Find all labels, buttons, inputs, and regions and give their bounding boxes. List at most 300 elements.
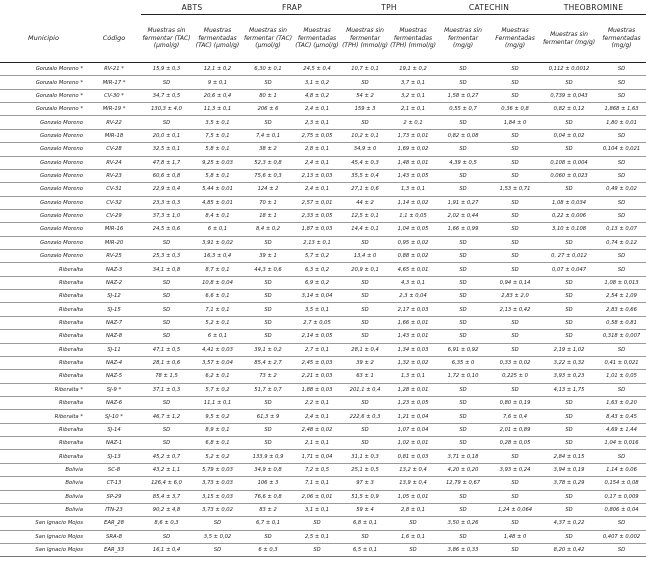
cell-catechin-unfermented: SD <box>437 290 489 303</box>
cell-tph-fermented: 0,95 ± 0,02 <box>389 236 437 249</box>
table-row <box>0 410 646 423</box>
cell-theobromine-unfermented: 2,19 ± 1,02 <box>541 343 597 356</box>
cell-catechin-unfermented: SD <box>437 63 489 76</box>
cell-frap-fermented: 2,75 ± 0,05 <box>293 129 341 142</box>
column-header-tph-unfermented: Muestras sin fermentar (TPH) (mmol/g) <box>341 15 389 63</box>
group-header-tph: TPH <box>341 0 437 15</box>
cell-theobromine-unfermented: SD <box>541 423 597 436</box>
cell-tph-fermented: 1,69 ± 0,02 <box>389 143 437 156</box>
cell-tph-unfermented: 39 ± 2 <box>341 356 389 369</box>
cell-theobromine-unfermented: SD <box>541 76 597 89</box>
cell-abts-unfermented: SD <box>141 116 192 129</box>
cell-theobromine-unfermented: SD <box>541 437 597 450</box>
cell-tph-fermented: 1,04 ± 0,05 <box>389 223 437 236</box>
cell-frap-unfermented: 51,7 ± 0,7 <box>243 383 293 396</box>
cell-frap-fermented: 6,3 ± 0,2 <box>293 263 341 276</box>
cell-tph-unfermented: SD <box>341 303 389 316</box>
cell-catechin-unfermented: SD <box>437 316 489 329</box>
cell-tph-fermented: SD <box>389 543 437 556</box>
cell-abts-unfermented: 130,3 ± 4,0 <box>141 103 192 116</box>
cell-theobromine-unfermented: 0, 27 ± 0,012 <box>541 250 597 263</box>
cell-tph-unfermented: SD <box>341 437 389 450</box>
cell-municipio: Riberalta <box>0 423 87 436</box>
cell-catechin-unfermented: SD <box>437 330 489 343</box>
cell-abts-fermented: SD <box>192 517 243 530</box>
table-row <box>0 330 646 343</box>
cell-abts-unfermented: SD <box>141 276 192 289</box>
cell-catechin-fermented: SD <box>489 263 541 276</box>
cell-abts-fermented: 5,44 ± 0,01 <box>192 183 243 196</box>
cell-frap-fermented: SD <box>293 543 341 556</box>
cell-codigo: ITN-23 <box>87 503 141 516</box>
cell-theobromine-unfermented: SD <box>541 183 597 196</box>
cell-abts-fermented: 11,1 ± 0,1 <box>192 396 243 409</box>
cell-frap-fermented: 7,2 ± 0,5 <box>293 463 341 476</box>
cell-abts-unfermented: SD <box>141 316 192 329</box>
cell-catechin-fermented: SD <box>489 543 541 556</box>
cell-theobromine-unfermented: SD <box>541 396 597 409</box>
cell-tph-fermented: SD <box>389 517 437 530</box>
cell-tph-fermented: 1,66 ± 0,01 <box>389 316 437 329</box>
cell-tph-fermented: 1,34 ± 0,03 <box>389 343 437 356</box>
cell-abts-unfermented: 24,5 ± 0,6 <box>141 223 192 236</box>
cell-codigo: CV-29 <box>87 209 141 222</box>
cell-frap-unfermented: SD <box>243 276 293 289</box>
table-row <box>0 156 646 169</box>
cell-codigo: SJ-10 * <box>87 410 141 423</box>
cell-frap-fermented: 2,5 ± 0,1 <box>293 530 341 543</box>
table-row <box>0 543 646 556</box>
cell-abts-unfermented: 25,3 ± 0,3 <box>141 250 192 263</box>
cell-frap-unfermented: 34,9 ± 0,8 <box>243 463 293 476</box>
table-row <box>0 437 646 450</box>
cell-catechin-unfermented: 6,91 ± 0,92 <box>437 343 489 356</box>
cell-codigo: SJ-9 * <box>87 383 141 396</box>
cell-catechin-unfermented: SD <box>437 303 489 316</box>
cell-municipio: Riberalta <box>0 290 87 303</box>
column-header-frap-unfermented: Muestras sin fermentar (TAC) (µmol/g) <box>243 15 293 63</box>
cell-abts-unfermented: 22,9 ± 0,4 <box>141 183 192 196</box>
cell-frap-unfermented: 6,30 ± 0,1 <box>243 63 293 76</box>
cell-theobromine-fermented: 1,63 ± 0,20 <box>597 396 646 409</box>
cell-abts-unfermented: 126,4 ± 6,0 <box>141 477 192 490</box>
column-header-municipio: Municipio <box>0 15 87 63</box>
cell-catechin-unfermented: SD <box>437 263 489 276</box>
column-header-abts-unfermented: Muestras sin fermentar (TAC) (µmol/g) <box>141 15 192 63</box>
cell-abts-unfermented: 60,6 ± 0,8 <box>141 169 192 182</box>
cell-tph-fermented: 2,8 ± 0,1 <box>389 503 437 516</box>
cell-abts-unfermented: 37,1 ± 0,3 <box>141 383 192 396</box>
cell-codigo: CV-30 * <box>87 89 141 102</box>
cell-codigo: SJ-11 <box>87 343 141 356</box>
cell-codigo: NAZ-4 <box>87 356 141 369</box>
table-row <box>0 477 646 490</box>
cell-theobromine-unfermented: 8,20 ± 0,42 <box>541 543 597 556</box>
table-row <box>0 143 646 156</box>
cell-tph-unfermented: SD <box>341 116 389 129</box>
cell-tph-unfermented: 54 ± 2 <box>341 89 389 102</box>
cell-tph-fermented: 1,6 ± 0,1 <box>389 530 437 543</box>
cell-abts-fermented: 9,5 ± 0,2 <box>192 410 243 423</box>
cell-frap-fermented: 2,13 ± 0,03 <box>293 169 341 182</box>
cell-tph-fermented: 1,23 ± 0,05 <box>389 396 437 409</box>
cell-frap-unfermented: SD <box>243 437 293 450</box>
cell-frap-unfermented: 6 ± 0,3 <box>243 543 293 556</box>
cell-catechin-fermented: 7,6 ± 0,4 <box>489 410 541 423</box>
column-header-frap-fermented: Muestras fermentadas (TAC) (µmol/g) <box>293 15 341 63</box>
cell-frap-unfermented: SD <box>243 290 293 303</box>
cell-tph-fermented: 2,1 ± 0,1 <box>389 103 437 116</box>
cell-theobromine-unfermented: 4,37 ± 0,22 <box>541 517 597 530</box>
cell-catechin-unfermented: SD <box>437 236 489 249</box>
cell-tph-unfermented: SD <box>341 236 389 249</box>
group-header-abts: ABTS <box>141 0 243 15</box>
cell-theobromine-unfermented: 3,78 ± 0,29 <box>541 477 597 490</box>
cell-abts-unfermented: 28,1 ± 0,6 <box>141 356 192 369</box>
cell-frap-fermented: 1,88 ± 0,03 <box>293 383 341 396</box>
cell-tph-fermented: 13,2 ± 0,4 <box>389 463 437 476</box>
cell-catechin-unfermented: SD <box>437 143 489 156</box>
cell-frap-unfermented: 52,3 ± 0,8 <box>243 156 293 169</box>
cell-abts-unfermented: 78 ± 1,5 <box>141 370 192 383</box>
cell-abts-fermented: 16,3 ± 0,4 <box>192 250 243 263</box>
cell-tph-fermented: 1,28 ± 0,01 <box>389 383 437 396</box>
cell-catechin-fermented: SD <box>489 89 541 102</box>
cell-abts-unfermented: 8,6 ± 0,3 <box>141 517 192 530</box>
cell-codigo: NAZ-1 <box>87 437 141 450</box>
cell-frap-fermented: 2,06 ± 0,01 <box>293 490 341 503</box>
cell-catechin-fermented: 3,93 ± 0,24 <box>489 463 541 476</box>
group-header-blank <box>0 0 141 15</box>
cell-catechin-unfermented: 3,71 ± 0,18 <box>437 450 489 463</box>
cell-abts-fermented: 3,91 ± 0,02 <box>192 236 243 249</box>
column-header-theobromine-fermented: Muestras fermentadas (mg/g) <box>597 15 646 63</box>
cell-tph-fermented: 0,81 ± 0,03 <box>389 450 437 463</box>
cell-theobromine-fermented: 1,08 ± 0,013 <box>597 276 646 289</box>
cell-theobromine-fermented: 2,83 ± 0,66 <box>597 303 646 316</box>
cell-frap-unfermented: SD <box>243 423 293 436</box>
cell-frap-fermented: 2,4 ± 0,1 <box>293 103 341 116</box>
cell-catechin-unfermented: SD <box>437 383 489 396</box>
cell-theobromine-unfermented: SD <box>541 490 597 503</box>
cell-catechin-unfermented: SD <box>437 276 489 289</box>
cell-frap-fermented: SD <box>293 517 341 530</box>
cell-codigo: NAZ-7 <box>87 316 141 329</box>
cell-frap-unfermented: 85,4 ± 2,7 <box>243 356 293 369</box>
table-body <box>0 63 646 557</box>
cell-tph-unfermented: 63 ± 1 <box>341 370 389 383</box>
table-row <box>0 250 646 263</box>
cell-theobromine-fermented: SD <box>597 129 646 142</box>
cell-catechin-fermented: 0,28 ± 0,05 <box>489 437 541 450</box>
cell-theobromine-fermented: 0,58 ± 0,81 <box>597 316 646 329</box>
cell-catechin-fermented: SD <box>489 129 541 142</box>
cell-catechin-fermented: SD <box>489 316 541 329</box>
cell-theobromine-fermented: SD <box>597 517 646 530</box>
cell-abts-fermented: 3,5 ± 0,1 <box>192 116 243 129</box>
cell-tph-fermented: 1,32 ± 0,02 <box>389 356 437 369</box>
cell-frap-fermented: 2,4 ± 0,1 <box>293 410 341 423</box>
cell-abts-unfermented: SD <box>141 303 192 316</box>
cell-theobromine-unfermented: 3,10 ± 0,108 <box>541 223 597 236</box>
cell-abts-unfermented: 46,7 ± 1,2 <box>141 410 192 423</box>
cell-frap-unfermented: SD <box>243 116 293 129</box>
group-header-catechin: CATECHIN <box>437 0 541 15</box>
cell-frap-unfermented: SD <box>243 396 293 409</box>
cell-catechin-fermented: SD <box>489 330 541 343</box>
cell-tph-unfermented: 13,4 ± 0 <box>341 250 389 263</box>
cell-abts-unfermented: 47,1 ± 0,5 <box>141 343 192 356</box>
cell-municipio: Gonzalo Moreno * <box>0 63 87 76</box>
cell-abts-fermented: 6 ± 0,1 <box>192 223 243 236</box>
cell-frap-unfermented: 73 ± 2 <box>243 370 293 383</box>
cell-frap-unfermented: 18 ± 1 <box>243 209 293 222</box>
cell-municipio: Bolivia <box>0 477 87 490</box>
cell-frap-fermented: 1,87 ± 0,03 <box>293 223 341 236</box>
cell-municipio: Riberalta <box>0 450 87 463</box>
column-header-row <box>0 15 646 63</box>
cell-frap-unfermented: SD <box>243 236 293 249</box>
cell-abts-fermented: 6,8 ± 0,1 <box>192 437 243 450</box>
cell-abts-unfermented: SD <box>141 236 192 249</box>
table-row <box>0 236 646 249</box>
cell-catechin-unfermented: SD <box>437 530 489 543</box>
cell-municipio: Riberalta <box>0 396 87 409</box>
cell-frap-unfermented: 44,3 ± 0,6 <box>243 263 293 276</box>
cell-theobromine-unfermented: SD <box>541 410 597 423</box>
cell-frap-fermented: 2,7 ± 0,1 <box>293 343 341 356</box>
cell-frap-fermented: 2,1 ± 0,1 <box>293 437 341 450</box>
cell-abts-unfermented: SD <box>141 330 192 343</box>
group-header-row <box>0 0 646 15</box>
table-row <box>0 129 646 142</box>
cell-abts-unfermented: SD <box>141 437 192 450</box>
cell-abts-unfermented: SD <box>141 423 192 436</box>
column-header-theobromine-unfermented: Muestras sin fermentar (mg/g) <box>541 15 597 63</box>
cell-municipio: Riberalta * <box>0 383 87 396</box>
cell-municipio: Gonzalo Moreno <box>0 209 87 222</box>
cell-catechin-fermented: SD <box>489 196 541 209</box>
cell-municipio: Gonzalo Moreno * <box>0 103 87 116</box>
cell-theobromine-fermented: SD <box>597 543 646 556</box>
cell-catechin-fermented: SD <box>489 236 541 249</box>
cell-catechin-unfermented: SD <box>437 169 489 182</box>
table-row <box>0 517 646 530</box>
cell-municipio: San Ignacio Mojos <box>0 517 87 530</box>
cell-catechin-unfermented: SD <box>437 76 489 89</box>
cell-abts-fermented: 7,5 ± 0,1 <box>192 129 243 142</box>
cell-catechin-unfermented: SD <box>437 503 489 516</box>
cell-theobromine-unfermented: SD <box>541 330 597 343</box>
cell-theobromine-unfermented: 4,13 ± 1,75 <box>541 383 597 396</box>
cell-frap-fermented: 2,57 ± 0,01 <box>293 196 341 209</box>
cell-codigo: MIR-17 * <box>87 76 141 89</box>
cell-frap-fermented: 4,8 ± 0,2 <box>293 89 341 102</box>
cell-tph-fermented: 2,17 ± 0,03 <box>389 303 437 316</box>
cell-frap-fermented: 2,8 ± 0,1 <box>293 143 341 156</box>
cell-frap-unfermented: 39 ± 1 <box>243 250 293 263</box>
cell-frap-unfermented: 61,3 ± 9 <box>243 410 293 423</box>
cell-theobromine-fermented: 1,14 ± 0,06 <box>597 463 646 476</box>
cell-abts-unfermented: 37,3 ± 1,0 <box>141 209 192 222</box>
cell-theobromine-fermented: SD <box>597 169 646 182</box>
cell-catechin-fermented: 1,48 ± 0 <box>489 530 541 543</box>
cell-catechin-unfermented: 1,91 ± 0,27 <box>437 196 489 209</box>
cell-municipio: Gonzalo Moreno <box>0 223 87 236</box>
cell-tph-unfermented: 201,1 ± 0,4 <box>341 383 389 396</box>
cell-abts-fermented: SD <box>192 543 243 556</box>
cell-codigo: NAZ-6 <box>87 396 141 409</box>
cell-theobromine-unfermented: 2,84 ± 0,15 <box>541 450 597 463</box>
cell-frap-fermented: 5,7 ± 0,2 <box>293 250 341 263</box>
cell-abts-fermented: 3,73 ± 0,02 <box>192 503 243 516</box>
cell-municipio: Gonzalo Moreno <box>0 156 87 169</box>
cell-tph-unfermented: SD <box>341 330 389 343</box>
cell-theobromine-unfermented: 1,08 ± 0,034 <box>541 196 597 209</box>
cell-abts-fermented: 6 ± 0,1 <box>192 330 243 343</box>
cell-frap-unfermented: SD <box>243 330 293 343</box>
cell-catechin-fermented: 0,94 ± 0,14 <box>489 276 541 289</box>
table-row <box>0 370 646 383</box>
cell-abts-fermented: 3,73 ± 0,03 <box>192 477 243 490</box>
cell-municipio: Gonzalo Moreno <box>0 129 87 142</box>
cell-frap-fermented: 7,1 ± 0,1 <box>293 477 341 490</box>
cell-abts-fermented: 8,4 ± 0,1 <box>192 209 243 222</box>
cell-tph-fermented: 1,21 ± 0,04 <box>389 410 437 423</box>
cell-municipio: Riberalta <box>0 437 87 450</box>
cell-theobromine-unfermented: 0,07 ± 0,047 <box>541 263 597 276</box>
column-header-codigo: Código <box>87 15 141 63</box>
cell-frap-unfermented: 124 ± 2 <box>243 183 293 196</box>
cell-frap-unfermented: 83 ± 2 <box>243 503 293 516</box>
cell-catechin-fermented: 1,24 ± 0,064 <box>489 503 541 516</box>
cell-abts-fermented: 9 ± 0,1 <box>192 76 243 89</box>
cell-tph-unfermented: 34,9 ± 0 <box>341 143 389 156</box>
cell-tph-unfermented: SD <box>341 76 389 89</box>
cell-codigo: SC-8 <box>87 463 141 476</box>
cell-theobromine-unfermented: SD <box>541 116 597 129</box>
cell-tph-unfermented: 159 ± 3 <box>341 103 389 116</box>
table-row <box>0 316 646 329</box>
cell-theobromine-fermented: SD <box>597 263 646 276</box>
cell-abts-unfermented: SD <box>141 530 192 543</box>
cell-codigo: EAR_28 <box>87 517 141 530</box>
table-row <box>0 223 646 236</box>
cell-abts-fermented: 6,6 ± 0,1 <box>192 290 243 303</box>
cell-theobromine-unfermented: SD <box>541 530 597 543</box>
cell-catechin-unfermented: SD <box>437 423 489 436</box>
cell-catechin-fermented: 1,53 ± 0,71 <box>489 183 541 196</box>
cell-codigo: RV-24 <box>87 156 141 169</box>
cell-abts-unfermented: 20,0 ± 0,1 <box>141 129 192 142</box>
cell-frap-unfermented: 80 ± 1 <box>243 89 293 102</box>
table-row <box>0 196 646 209</box>
cell-theobromine-fermented: 1,80 ± 0,01 <box>597 116 646 129</box>
cell-catechin-fermented: 2,13 ± 0,42 <box>489 303 541 316</box>
cell-abts-unfermented: 15,9 ± 0,3 <box>141 63 192 76</box>
cell-municipio: Riberalta <box>0 330 87 343</box>
cell-theobromine-fermented: SD <box>597 450 646 463</box>
cell-catechin-fermented: SD <box>489 517 541 530</box>
cell-frap-fermented: 3,14 ± 0,04 <box>293 290 341 303</box>
cell-frap-unfermented: 7,4 ± 0,1 <box>243 129 293 142</box>
cell-municipio: Riberalta <box>0 263 87 276</box>
cell-tph-fermented: 1,73 ± 0,01 <box>389 129 437 142</box>
cell-catechin-unfermented: 4,20 ± 0,20 <box>437 463 489 476</box>
cell-catechin-fermented: 0,36 ± 0,8 <box>489 103 541 116</box>
cell-catechin-fermented: SD <box>489 383 541 396</box>
cell-tph-unfermented: 27,1 ± 0,6 <box>341 183 389 196</box>
table-row <box>0 103 646 116</box>
cell-theobromine-unfermented: 3,94 ± 0,19 <box>541 463 597 476</box>
cell-codigo: NAZ-5 <box>87 370 141 383</box>
cell-theobromine-unfermented: 3,22 ± 0,32 <box>541 356 597 369</box>
cell-tph-fermented: 2,3 ± 0,04 <box>389 290 437 303</box>
cell-catechin-fermented: 1,84 ± 0 <box>489 116 541 129</box>
cell-tph-fermented: 19,1 ± 0,2 <box>389 63 437 76</box>
cell-abts-fermented: 3,5 ± 0,02 <box>192 530 243 543</box>
cell-catechin-fermented: SD <box>489 250 541 263</box>
cell-theobromine-fermented: SD <box>597 383 646 396</box>
cell-codigo: EAR_33 <box>87 543 141 556</box>
cell-abts-fermented: 12,1 ± 0,2 <box>192 63 243 76</box>
cell-municipio: Bolivia <box>0 463 87 476</box>
cell-abts-unfermented: 47,8 ± 1,7 <box>141 156 192 169</box>
cell-tph-unfermented: 6,8 ± 0,1 <box>341 517 389 530</box>
cell-theobromine-fermented: SD <box>597 209 646 222</box>
cell-abts-fermented: 5,8 ± 0,1 <box>192 143 243 156</box>
cell-theobromine-fermented: 0,318 ± 0,007 <box>597 330 646 343</box>
cell-catechin-unfermented: SD <box>437 116 489 129</box>
cell-abts-fermented: 6,2 ± 0,1 <box>192 370 243 383</box>
cell-tph-unfermented: 25,1 ± 0,5 <box>341 463 389 476</box>
cell-catechin-fermented: SD <box>489 490 541 503</box>
table-row <box>0 276 646 289</box>
cell-municipio: San Ignacio Mojos <box>0 543 87 556</box>
cell-codigo: SJ-15 <box>87 303 141 316</box>
cell-catechin-unfermented: 1,72 ± 0,10 <box>437 370 489 383</box>
cell-codigo: NAZ-3 <box>87 263 141 276</box>
cell-catechin-fermented: SD <box>489 477 541 490</box>
cell-abts-unfermented: 23,3 ± 0,3 <box>141 196 192 209</box>
cell-abts-fermented: 4,85 ± 0,01 <box>192 196 243 209</box>
cell-frap-unfermented: 76,6 ± 0,8 <box>243 490 293 503</box>
cell-abts-fermented: 5,8 ± 0,1 <box>192 169 243 182</box>
cell-abts-unfermented: 90,2 ± 4,8 <box>141 503 192 516</box>
cell-municipio: Gonzalo Moreno <box>0 196 87 209</box>
cell-frap-fermented: 2,14 ± 0,05 <box>293 330 341 343</box>
cell-catechin-fermented: 0,33 ± 0,02 <box>489 356 541 369</box>
cell-municipio: Gonzalo Moreno <box>0 236 87 249</box>
cell-tph-unfermented: 45,4 ± 0,3 <box>341 156 389 169</box>
table-row <box>0 209 646 222</box>
cell-frap-fermented: 2,13 ± 0,1 <box>293 236 341 249</box>
cell-frap-unfermented: 39,1 ± 0,2 <box>243 343 293 356</box>
cell-catechin-fermented: SD <box>489 169 541 182</box>
cell-catechin-fermented: SD <box>489 143 541 156</box>
cell-tph-unfermented: SD <box>341 276 389 289</box>
cell-tph-unfermented: SD <box>341 396 389 409</box>
cell-abts-fermented: 10,8 ± 0,04 <box>192 276 243 289</box>
cell-tph-fermented: 0,88 ± 0,02 <box>389 250 437 263</box>
column-header-abts-fermented: Muestras fermentadas (TAC) (µmol/g) <box>192 15 243 63</box>
cell-theobromine-fermented: SD <box>597 76 646 89</box>
cell-frap-unfermented: SD <box>243 316 293 329</box>
table-row <box>0 76 646 89</box>
cell-codigo: SJ-13 <box>87 450 141 463</box>
cell-abts-fermented: 11,3 ± 0,1 <box>192 103 243 116</box>
cell-abts-unfermented: 85,4 ± 3,7 <box>141 490 192 503</box>
